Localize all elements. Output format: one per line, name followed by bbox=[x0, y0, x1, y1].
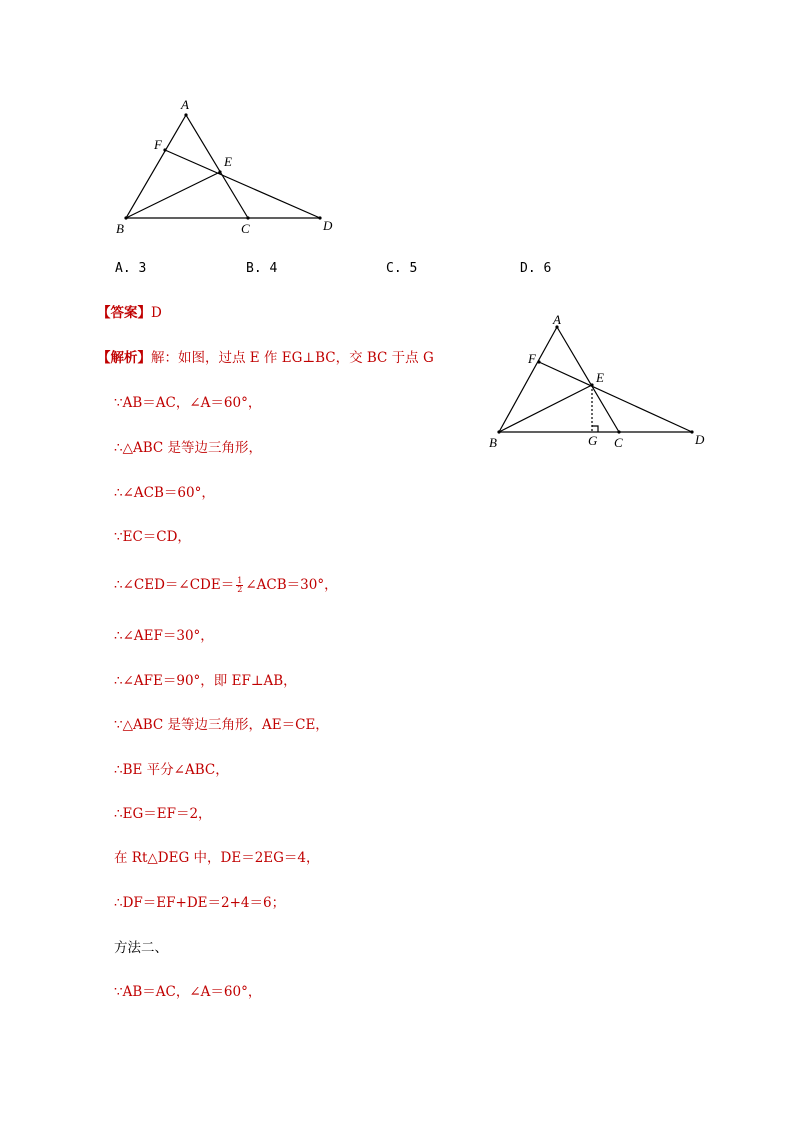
triangle-figure-2 bbox=[480, 305, 720, 460]
step-7: ∴∠AFE＝90°，即 EF⊥AB， bbox=[114, 673, 297, 689]
step-3: ∴∠ACB＝60°， bbox=[114, 485, 215, 501]
fraction-denominator: 2 bbox=[237, 585, 243, 594]
option-a: A. 3 bbox=[115, 261, 147, 276]
label-a: A bbox=[553, 312, 561, 327]
analysis-intro: 解：如图，过点 E 作 EG⊥BC，交 BC 于点 G bbox=[151, 350, 434, 366]
analysis-line bbox=[97, 349, 434, 367]
segment-be bbox=[126, 172, 220, 218]
option-b: B. 4 bbox=[246, 261, 278, 276]
label-e: E bbox=[596, 370, 604, 385]
step-9: ∴BE 平分∠ABC， bbox=[114, 762, 229, 778]
label-a: A bbox=[181, 97, 189, 112]
label-b: B bbox=[489, 435, 497, 450]
step-2: ∴△ABC 是等边三角形， bbox=[114, 440, 263, 456]
answer-value: D bbox=[151, 305, 162, 321]
right-angle-mark bbox=[592, 426, 598, 432]
step-5 bbox=[114, 576, 338, 594]
answer-line bbox=[97, 304, 162, 322]
analysis-tag: 【解析】 bbox=[97, 350, 151, 366]
step-11: 在 Rt△DEG 中，DE＝2EG＝4， bbox=[114, 850, 320, 866]
step-5-part-1: ∴∠CED＝∠CDE＝ bbox=[114, 577, 235, 593]
option-c: C. 5 bbox=[386, 261, 418, 276]
segment-ab bbox=[499, 327, 557, 432]
method-two-heading: 方法二、 bbox=[114, 940, 168, 956]
triangle-figure-1 bbox=[100, 95, 350, 245]
option-d: D. 6 bbox=[520, 261, 552, 276]
answer-tag: 【答案】 bbox=[97, 305, 151, 321]
answer-options bbox=[0, 261, 794, 281]
step-6: ∴∠AEF＝30°， bbox=[114, 628, 214, 644]
label-g: G bbox=[588, 433, 598, 448]
label-f: F bbox=[154, 137, 162, 152]
fraction-half bbox=[236, 577, 243, 594]
label-d: D bbox=[695, 432, 705, 447]
step-4: ∵EC＝CD， bbox=[114, 529, 191, 545]
fraction-numerator: 1 bbox=[237, 576, 243, 585]
segment-ac bbox=[557, 327, 619, 432]
step-12: ∴DF＝EF+DE＝2+4＝6； bbox=[114, 895, 286, 911]
segment-be bbox=[499, 385, 592, 432]
label-d: D bbox=[323, 218, 333, 233]
label-c: C bbox=[241, 221, 250, 236]
step-1: ∵AB＝AC，∠A＝60°， bbox=[114, 395, 262, 411]
step-5-part-2: ∠ACB＝30°， bbox=[245, 577, 338, 593]
label-f: F bbox=[528, 351, 536, 366]
segment-fd bbox=[539, 362, 692, 432]
segment-ab bbox=[126, 115, 186, 218]
label-b: B bbox=[116, 221, 124, 236]
step-10: ∴EG＝EF＝2， bbox=[114, 806, 212, 822]
label-e: E bbox=[224, 154, 232, 169]
label-c: C bbox=[614, 435, 623, 450]
segment-ac bbox=[186, 115, 248, 218]
step-14: ∵AB＝AC，∠A＝60°， bbox=[114, 984, 262, 1000]
step-8: ∵△ABC 是等边三角形，AE＝CE， bbox=[114, 717, 329, 733]
